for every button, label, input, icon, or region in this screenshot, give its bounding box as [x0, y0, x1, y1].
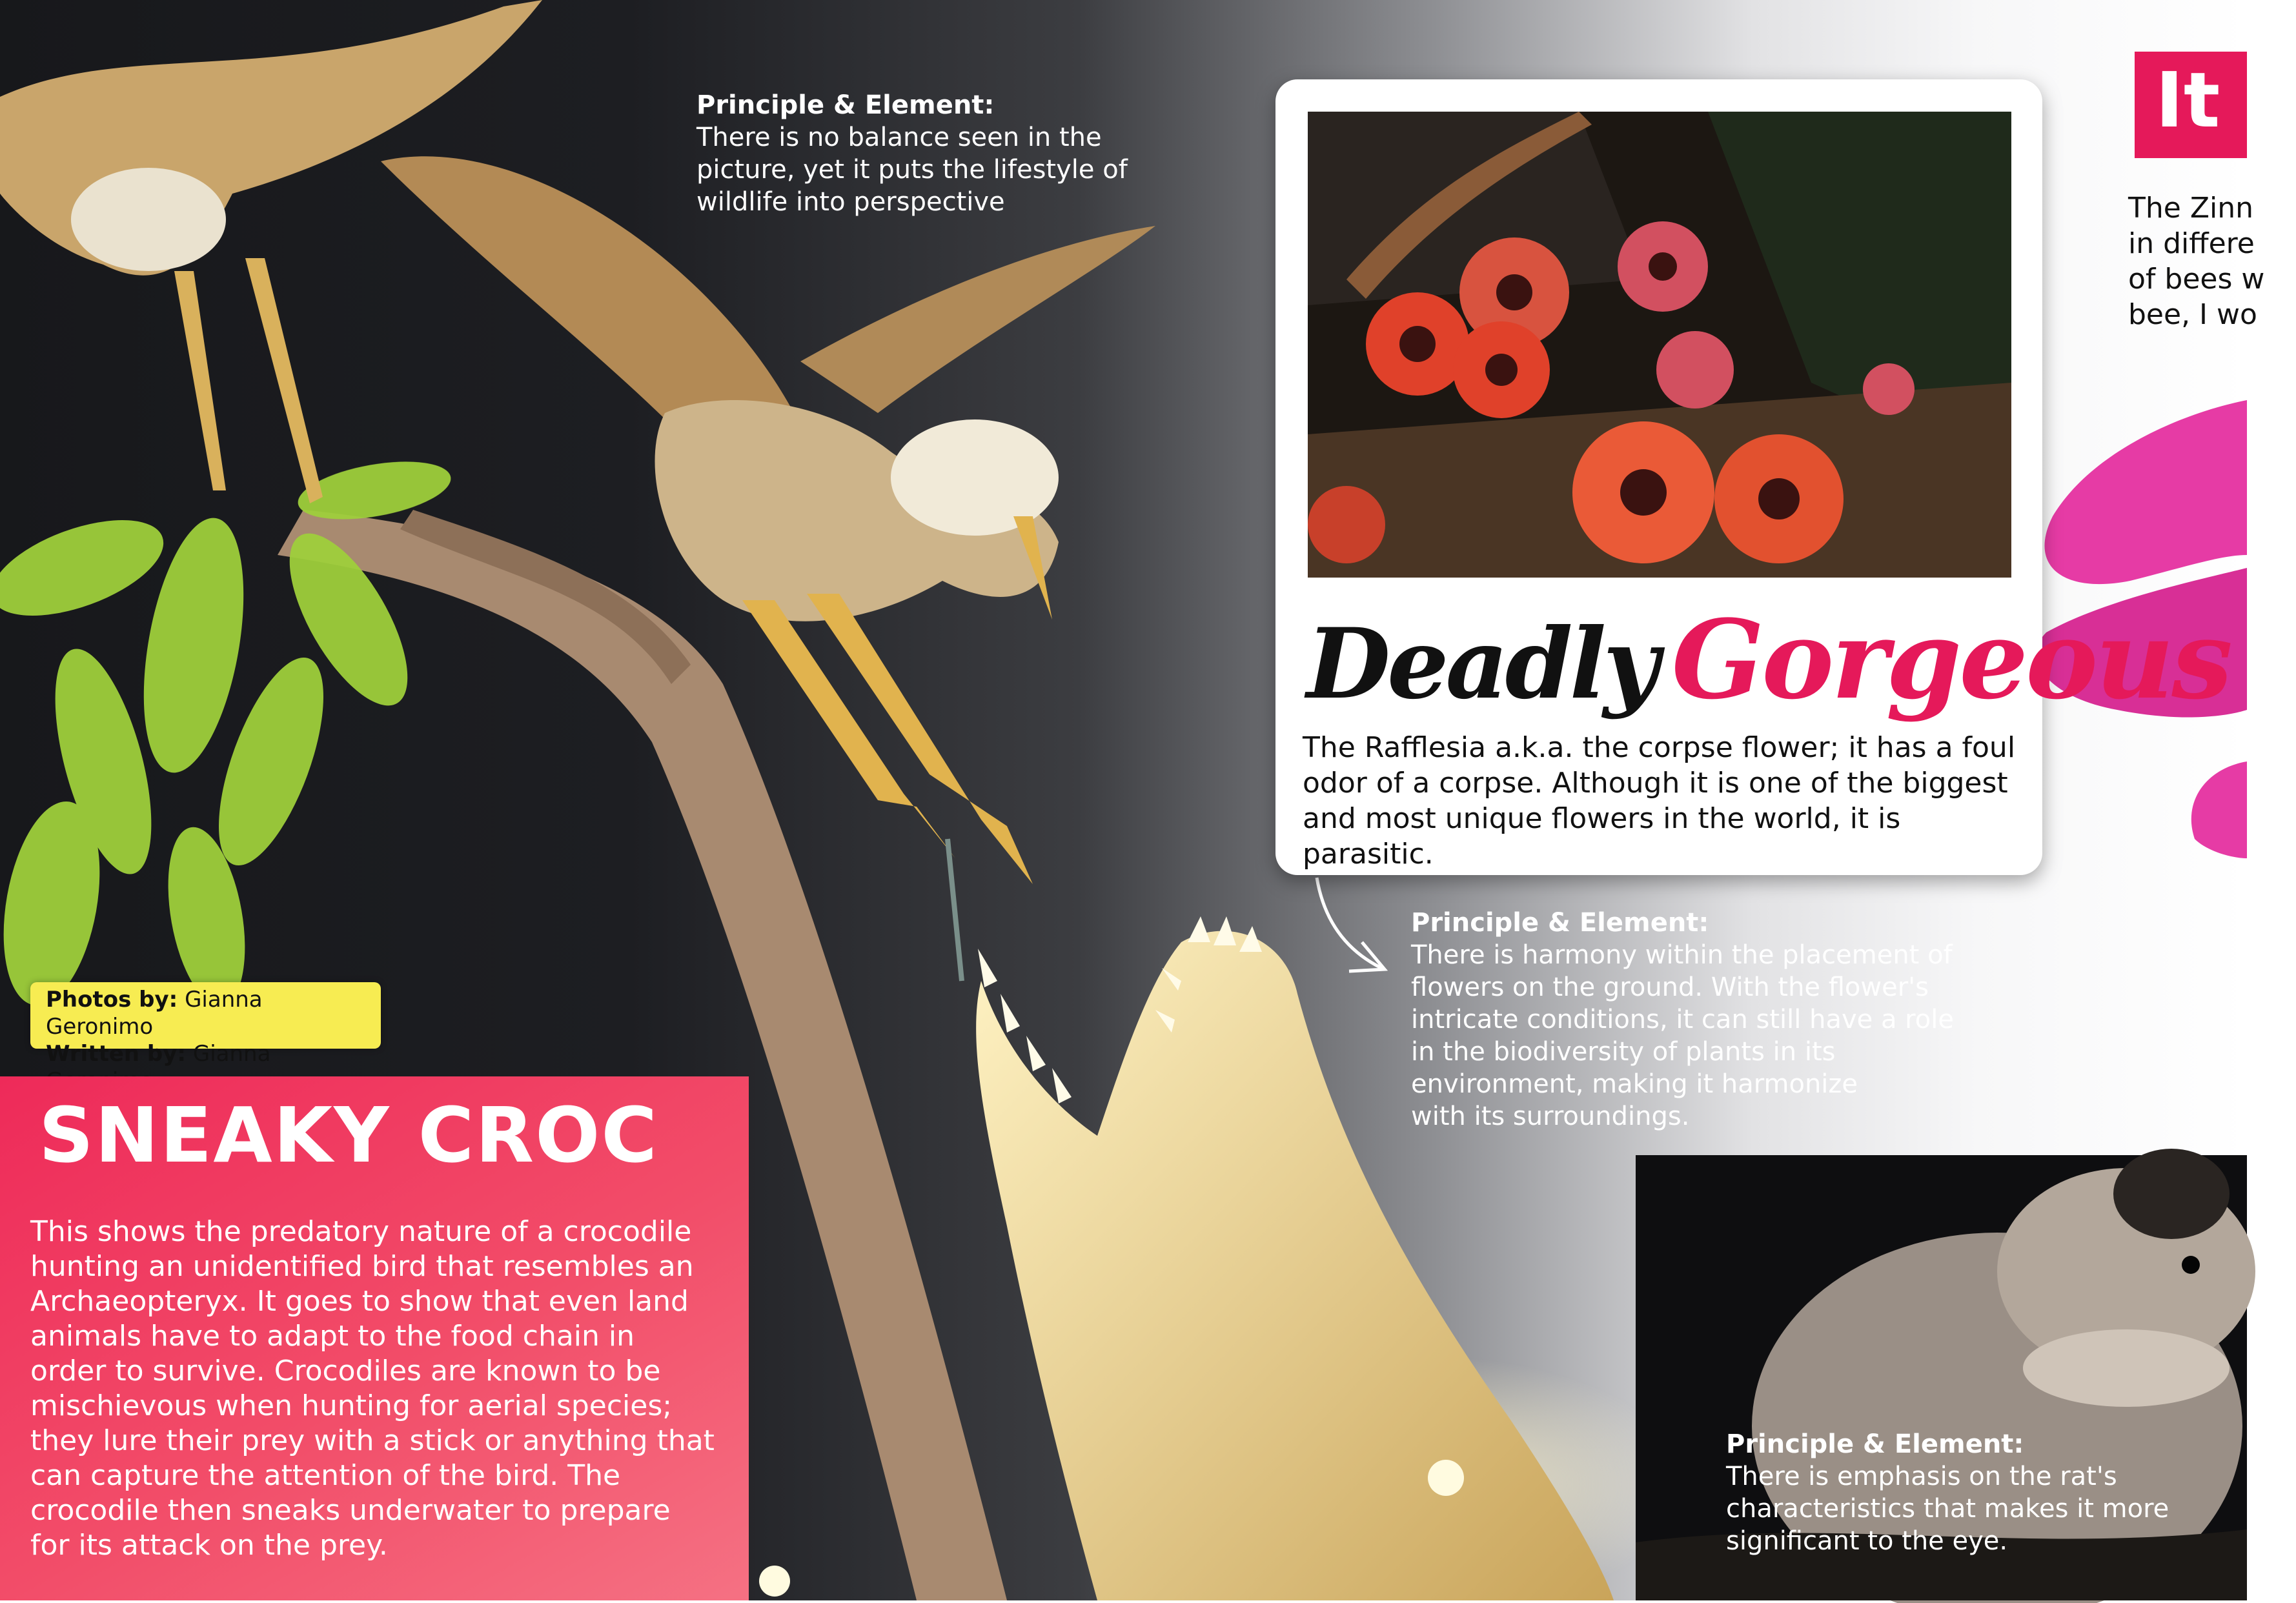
principle-top: [696, 89, 1128, 218]
rafflesia-body: The Rafflesia a.k.a. the corpse flower; it has a foul odor of a corpse. Although it is one of the biggest and most unique flowers in the world, it is parasitic.: [1303, 731, 2016, 871]
principle-line: There is no balance seen in the: [696, 123, 1102, 152]
photos-label: Photos by:: [46, 987, 178, 1013]
principle-line: There is emphasis on the rat's: [1726, 1462, 2117, 1491]
principle-line: wildlife into perspective: [696, 187, 1005, 217]
principle-line: environment, making it harmonize: [1411, 1069, 1858, 1099]
arrow-doodle: [1317, 878, 1385, 971]
title-word-deadly: Deadly: [1306, 607, 1656, 721]
bird-diving: [381, 156, 1155, 884]
principle-line: significant to the eye.: [1726, 1526, 2008, 1556]
written-label: Written by:: [46, 1041, 187, 1067]
principle-line: intricate conditions, it can still have a role: [1411, 1005, 1954, 1034]
croc-body: This shows the predatory nature of a crocodile hunting an unidentified bird that resembles an Archaeopteryx. It goes to show that even land animals have to adapt to the food chain in order to survive. Crocodiles are known to be mischievous when hunting for aerial species; they lure their prey with a stick or anything that can capture the attention of the bird. The crocodile then sneaks underwater to prepare for its attack on the prey.: [30, 1215, 715, 1562]
principle-line: characteristics that makes it more: [1726, 1494, 2169, 1524]
principle-heading: Principle & Element:: [1411, 908, 1709, 938]
side-line: in differe: [2128, 227, 2255, 260]
side-line: The Zinn: [2128, 192, 2253, 225]
principle-line: in the biodiversity of plants in its: [1411, 1037, 1836, 1067]
title-word-gorgeous: Gorgeous: [1671, 596, 2230, 723]
principle-line: There is harmony within the placement of: [1411, 940, 1953, 970]
photo-credits: [30, 982, 381, 1067]
side-line: of bees w: [2128, 263, 2265, 296]
principle-line: with its surroundings.: [1411, 1102, 1690, 1131]
principle-bottom: [1726, 1428, 2169, 1557]
rafflesia-title: [1306, 596, 2230, 723]
written-name: Gianna: [192, 1041, 271, 1067]
bird-left: [0, 0, 542, 503]
principle-middle: [1411, 907, 1954, 1133]
side-article-title: It v: [2155, 55, 2296, 145]
rafflesia-photo: [1308, 112, 2011, 578]
photos-name: Gianna Geronimo: [46, 987, 263, 1040]
side-article-badge: [2135, 52, 2296, 158]
principle-heading: Principle & Element:: [696, 90, 995, 120]
side-line: bee, I wo: [2128, 298, 2257, 331]
croc-article-panel: [0, 1076, 749, 1600]
croc-title: SNEAKY CROC: [39, 1091, 659, 1180]
principle-line: flowers on the ground. With the flower's: [1411, 973, 1929, 1002]
side-article-text: [2128, 190, 2265, 332]
principle-line: picture, yet it puts the lifestyle of: [696, 155, 1128, 185]
principle-heading: Principle & Element:: [1726, 1429, 2024, 1459]
